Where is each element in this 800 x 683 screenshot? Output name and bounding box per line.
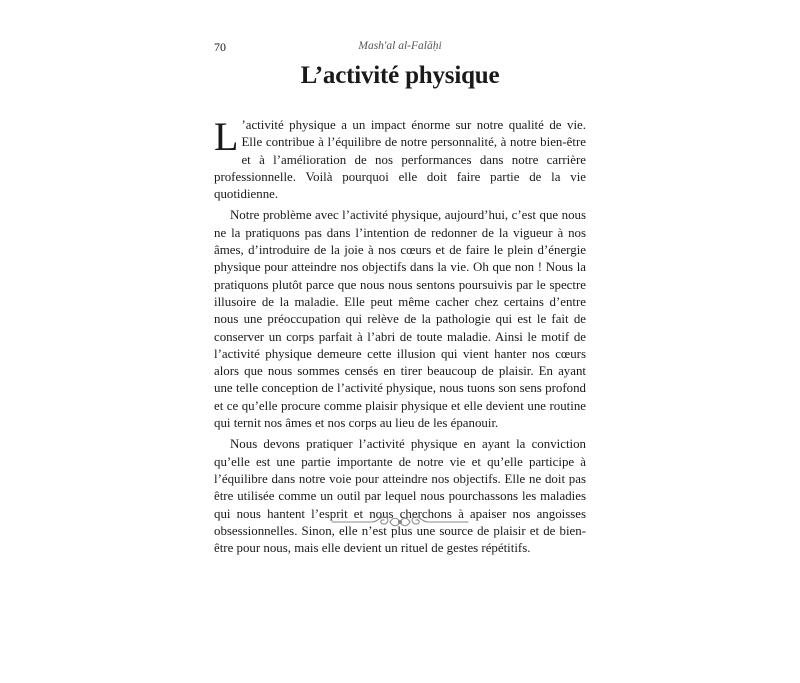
page-title: L’activité physique — [300, 62, 500, 89]
paragraph-3: Nous devons pratiquer l’activité physique en ayant la conviction qu’elle est une partie importante de notre vie et qu’elle participe à l’équilibre dans notre voie pour atteindre nos objectifs. Elle ne doit pas être utilisée comme un outil par lequel nous pourchassons les maladies qui nous hantent l’esprit et nous cherchons à apaiser nos angoisses obsessionnelles. Sinon, elle n’est plus une source de plaisir et de bien-être pour nous, mais elle devient un rituel de gestes répétitifs. — [214, 437, 586, 556]
paragraph-1 — [214, 114, 586, 203]
running-header: Mash'al al-Falāḥi — [358, 40, 442, 52]
page-number: 70 — [214, 40, 226, 54]
paragraph-1-text: ’activité physique a un impact énorme sur notre qualité de vie. Elle contribue à l’équilibre de notre personnalité, à notre bien-être et à l’amélioration de nos performances dans notre carrière professionnelle. Voilà pourquoi elle doit faire partie de la vie quotidienne. — [214, 118, 586, 202]
body-text — [214, 114, 586, 561]
flourish-divider-icon — [330, 512, 470, 532]
drop-cap: L — [214, 114, 239, 159]
paragraph-2: Notre problème avec l’activité physique, aujourd’hui, c’est que nous ne la pratiquons pas dans l’intention de redonner de la vigueur à nos âmes, d’introduire de la joie à nos cœurs et de faire le plein d’énergie physique pour atteindre nos objectifs dans la vie. Oh que non ! Nous la pratiquons plutôt parce que nous nous sentons poursuivis par le spectre illusoire de la maladie. Elle peut même cacher chez certains d’entre nous une préoccupation qui relève de la pathologie qui est le fait de conserver un corps parfait à l’abri de toute maladie. Ainsi le motif de l’activité physique demeure cette illusion qui vient hanter nos cœurs alors que nous sommes censés en tirer beaucoup de plaisir. En ayant une telle conception de l’activité physique, nous tuons son sens profond et ce qu’elle procure comme plaisir physique et elle devient une routine qui ternit nos âmes et nos corps au lieu de les épanouir. — [214, 208, 586, 431]
